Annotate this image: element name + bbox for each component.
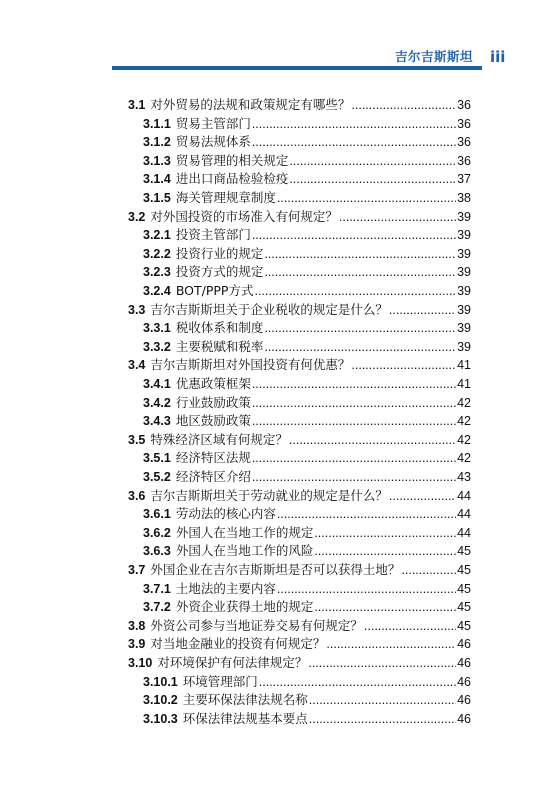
toc-entry-page: 39 (457, 339, 471, 354)
running-header-title: 吉尔吉斯斯坦 (395, 49, 474, 64)
toc-entry-title: 海关管理规章制度 (175, 190, 276, 205)
toc-entry-number: 3.3.1 (143, 321, 171, 336)
toc-entry-number: 3.4.2 (143, 395, 171, 410)
toc-subsection-entry[interactable] (143, 226, 471, 244)
toc-entry-number: 3.1.5 (143, 191, 171, 205)
toc-dot-leader (364, 617, 456, 635)
toc-dot-leader (351, 96, 456, 114)
toc-subsection-entry[interactable] (143, 152, 471, 170)
toc-entry-title: 特殊经济区域有何规定？ (150, 431, 288, 447)
toc-dot-leader (309, 691, 456, 709)
toc-entry-title: 对当地金融业的投资有何规定？ (150, 636, 326, 652)
toc-entry-title: 环境管理部门 (182, 673, 258, 689)
toc-entry-page: 36 (457, 135, 471, 150)
toc-entry-title: 外国人在当地工作的规定 (175, 524, 314, 540)
toc-dot-leader (277, 505, 456, 523)
toc-subsection-entry[interactable] (143, 542, 471, 560)
toc-entry-title: 投资行业的规定 (175, 245, 264, 261)
toc-subsection-entry[interactable] (143, 189, 471, 207)
toc-dot-leader (389, 301, 456, 319)
toc-dot-leader (314, 542, 456, 560)
toc-section-entry[interactable] (128, 487, 471, 505)
toc-subsection-entry[interactable] (143, 133, 471, 151)
toc-dot-leader (289, 152, 456, 170)
toc-entry-page: 37 (457, 172, 471, 187)
toc-dot-leader (277, 189, 456, 207)
toc-entry-page: 45 (457, 581, 471, 596)
toc-entry-title: 贸易主管部门 (175, 115, 251, 131)
toc-entry-number: 3.2.2 (143, 246, 171, 261)
toc-subsection-entry[interactable] (143, 691, 471, 709)
toc-dot-leader (264, 319, 456, 337)
toc-entry-number: 3.3 (128, 302, 146, 317)
toc-entry-title: 优惠政策框架 (175, 376, 251, 391)
toc-section-entry[interactable] (128, 301, 471, 319)
toc-entry-page: 43 (457, 470, 471, 484)
toc-dot-leader (289, 170, 456, 188)
toc-entry-page: 36 (457, 98, 471, 112)
toc-dot-leader (389, 487, 456, 505)
toc-entry-title: 税收体系和制度 (175, 320, 264, 336)
toc-dot-leader (289, 431, 456, 449)
toc-section-entry[interactable] (128, 356, 471, 374)
toc-entry-page: 44 (457, 525, 471, 540)
toc-section-entry[interactable] (128, 654, 471, 672)
toc-dot-leader (264, 263, 456, 281)
toc-entry-number: 3.2 (128, 209, 146, 224)
toc-entry-title: 吉尔吉斯斯坦对外国投资有何优惠？ (150, 357, 351, 373)
toc-entry-number: 3.10.1 (143, 674, 178, 689)
toc-entry-number: 3.1.1 (143, 116, 171, 131)
toc-entry-title: 主要环保法律法规名称 (182, 692, 308, 708)
toc-section-entry[interactable] (128, 635, 471, 653)
toc-dot-leader (314, 598, 456, 616)
toc-entry-page: 44 (457, 488, 471, 503)
toc-dot-leader (277, 580, 456, 598)
toc-entry-page: 46 (457, 656, 471, 670)
toc-entry-page: 36 (457, 116, 471, 131)
toc-entry-title: 外资公司参与当地证券交易有何规定？ (150, 617, 363, 633)
toc-subsection-entry[interactable] (143, 412, 471, 430)
toc-dot-leader (339, 208, 456, 226)
toc-entry-title: 对外贸易的法规和政策规定有哪些？ (150, 97, 351, 112)
toc-entry-title: 进出口商品检验检疫 (175, 171, 289, 187)
toc-entry-title: BOT/PPP方式 (175, 283, 254, 298)
toc-entry-title: 行业鼓励政策 (175, 394, 251, 410)
toc-entry-number: 3.6.1 (143, 507, 171, 522)
toc-entry-number: 3.2.1 (143, 228, 171, 243)
toc-section-entry[interactable] (128, 561, 471, 579)
toc-subsection-entry[interactable] (143, 580, 471, 598)
toc-entry-number: 3.7 (128, 563, 146, 577)
toc-entry-title: 投资主管部门 (175, 227, 251, 243)
toc-entry-number: 3.1.3 (143, 153, 171, 168)
toc-entry-number: 3.1.4 (143, 172, 171, 187)
toc-entry-number: 3.2.4 (143, 284, 171, 298)
toc-dot-leader (351, 356, 456, 374)
toc-dot-leader (252, 375, 456, 393)
toc-entry-number: 3.1.2 (143, 135, 171, 150)
toc-entry-title: 经济特区法规 (175, 450, 251, 466)
toc-entry-number: 3.5.1 (143, 451, 171, 466)
toc-dot-leader (252, 468, 456, 486)
toc-entry-page: 45 (457, 618, 471, 633)
toc-entry-page: 41 (457, 358, 471, 373)
toc-entry-page: 46 (457, 711, 471, 726)
toc-subsection-entry[interactable] (143, 375, 471, 393)
toc-entry-page: 39 (457, 246, 471, 261)
toc-subsection-entry[interactable] (143, 319, 471, 337)
toc-entry-page: 42 (457, 395, 471, 410)
toc-entry-title: 对环境保护有何法律规定？ (157, 655, 308, 670)
page-number: iii (490, 48, 506, 66)
toc-entry-page: 45 (457, 563, 471, 577)
toc-dot-leader (259, 673, 456, 691)
toc-entry-title: 对外国投资的市场准入有何规定？ (150, 208, 338, 224)
toc-entry-page: 41 (457, 377, 471, 391)
toc-entry-title: 经济特区介绍 (175, 469, 251, 484)
toc-entry-page: 42 (457, 451, 471, 466)
toc-subsection-entry[interactable] (143, 170, 471, 188)
toc-subsection-entry[interactable] (143, 598, 471, 616)
toc-entry-number: 3.7.2 (143, 600, 171, 615)
toc-dot-leader (326, 635, 456, 653)
toc-entry-title: 主要税赋和税率 (175, 338, 264, 354)
toc-dot-leader (252, 412, 456, 430)
header-rule (112, 66, 482, 70)
toc-entry-page: 46 (457, 674, 471, 689)
toc-dot-leader (252, 449, 456, 467)
toc-subsection-entry[interactable] (143, 710, 471, 728)
toc-entry-number: 3.10 (128, 656, 153, 670)
toc-entry-page: 39 (457, 284, 471, 298)
toc-entry-page: 39 (457, 209, 471, 224)
toc-section-entry[interactable] (128, 208, 471, 226)
toc-entry-title: 土地法的主要内容 (175, 580, 276, 596)
toc-entry-number: 3.6 (128, 488, 146, 503)
toc-subsection-entry[interactable] (143, 282, 471, 300)
toc-dot-leader (264, 338, 456, 356)
toc-dot-leader (309, 710, 456, 728)
toc-entry-page: 46 (457, 637, 471, 652)
toc-subsection-entry[interactable] (143, 673, 471, 691)
toc-entry-page: 36 (457, 153, 471, 168)
toc-entry-title: 外国人在当地工作的风险 (175, 543, 314, 559)
toc-subsection-entry[interactable] (143, 245, 471, 263)
toc-subsection-entry[interactable] (143, 394, 471, 412)
toc-entry-page: 39 (457, 321, 471, 336)
toc-dot-leader (264, 245, 456, 263)
toc-entry-page: 46 (457, 693, 471, 708)
toc-entry-number: 3.2.3 (143, 265, 171, 280)
toc-dot-leader (314, 524, 456, 542)
toc-entry-title: 环保法律法规基本要点 (182, 710, 308, 726)
toc-entry-title: 外国企业在吉尔吉斯斯坦是否可以获得土地？ (150, 562, 401, 577)
toc-entry-page: 44 (457, 507, 471, 522)
toc-entry-title: 地区鼓励政策 (175, 413, 251, 429)
toc-entry-number: 3.4 (128, 358, 146, 373)
toc-section-entry[interactable] (128, 617, 471, 635)
toc-entry-title: 劳动法的核心内容 (175, 506, 276, 522)
toc-subsection-entry[interactable] (143, 115, 471, 133)
toc-section-entry[interactable] (128, 96, 471, 114)
toc-dot-leader (252, 394, 456, 412)
toc-dot-leader (308, 654, 456, 672)
toc-entry-number: 3.10.2 (143, 693, 178, 708)
toc-entry-number: 3.4.3 (143, 414, 171, 429)
toc-subsection-entry[interactable] (143, 263, 471, 281)
toc-entry-page: 45 (457, 600, 471, 615)
toc-entry-page: 45 (457, 544, 471, 559)
toc-entry-number: 3.5 (128, 432, 146, 447)
toc-entry-title: 吉尔吉斯斯坦关于企业税收的规定是什么？ (150, 301, 388, 317)
toc-subsection-entry[interactable] (143, 468, 471, 486)
toc-entry-number: 3.1 (128, 98, 146, 112)
toc-subsection-entry[interactable] (143, 524, 471, 542)
toc-dot-leader (252, 133, 456, 151)
toc-entry-page: 42 (457, 432, 471, 447)
toc-dot-leader (401, 561, 456, 579)
toc-entry-page: 38 (457, 191, 471, 205)
toc-entry-number: 3.9 (128, 637, 146, 652)
toc-entry-number: 3.7.1 (143, 581, 171, 596)
toc-entry-title: 外资企业获得土地的规定 (175, 599, 314, 615)
toc-dot-leader (252, 115, 456, 133)
toc-subsection-entry[interactable] (143, 338, 471, 356)
toc-entry-number: 3.6.2 (143, 525, 171, 540)
toc-entry-number: 3.10.3 (143, 711, 178, 726)
toc-subsection-entry[interactable] (143, 449, 471, 467)
toc-entry-page: 39 (457, 265, 471, 280)
toc-section-entry[interactable] (128, 431, 471, 449)
toc-entry-number: 3.3.2 (143, 339, 171, 354)
toc-entry-page: 39 (457, 302, 471, 317)
toc-entry-title: 吉尔吉斯斯坦关于劳动就业的规定是什么？ (150, 487, 388, 503)
toc-entry-page: 39 (457, 228, 471, 243)
toc-entry-title: 投资方式的规定 (175, 264, 264, 280)
toc-entry-title: 贸易法规体系 (175, 134, 251, 150)
toc-entry-number: 3.6.3 (143, 544, 171, 559)
toc-dot-leader (254, 282, 456, 300)
toc-entry-number: 3.8 (128, 618, 146, 633)
toc-entry-number: 3.4.1 (143, 377, 171, 391)
toc-entry-title: 贸易管理的相关规定 (175, 152, 289, 168)
toc-entry-number: 3.5.2 (143, 470, 171, 484)
toc-subsection-entry[interactable] (143, 505, 471, 523)
toc-entry-page: 42 (457, 414, 471, 429)
toc-dot-leader (252, 226, 456, 244)
